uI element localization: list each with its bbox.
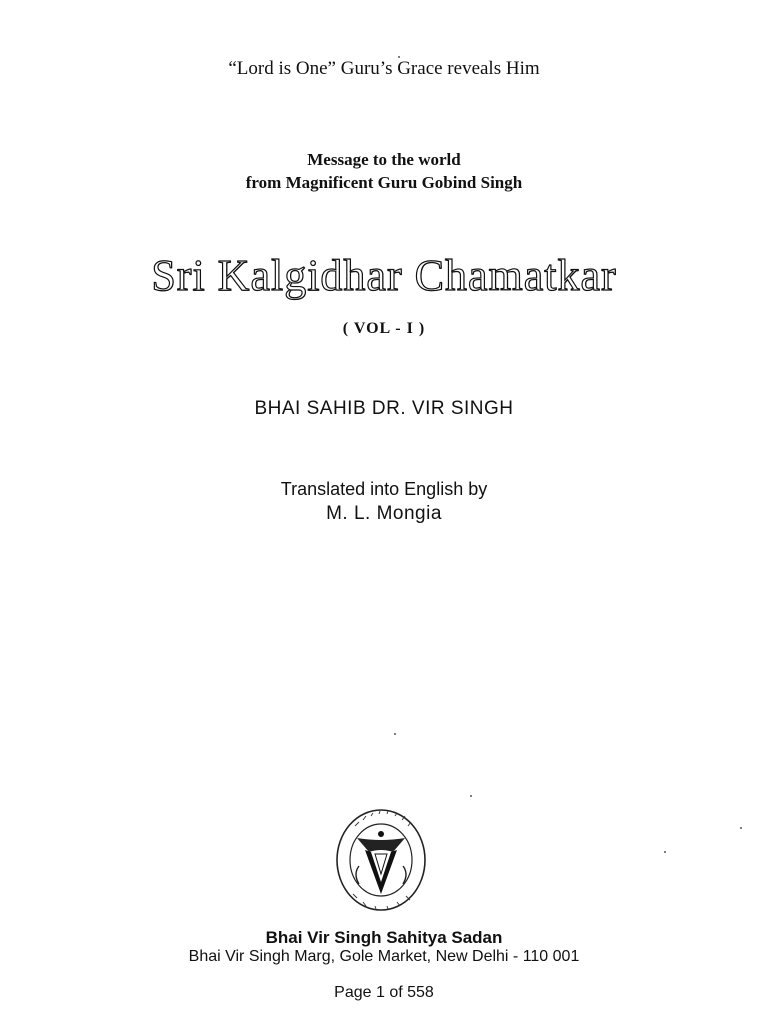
- author-name: BHAI SAHIB DR. VIR SINGH: [254, 398, 514, 419]
- message-line-1: Message to the world: [307, 150, 461, 169]
- scan-speck: [470, 795, 472, 797]
- motto-line: “Lord is One” Guru’s Grace reveals Him: [228, 58, 540, 79]
- publisher-name: Bhai Vir Singh Sahitya Sadan: [265, 928, 503, 947]
- translator-name: M. L. Mongia: [326, 503, 442, 524]
- page-indicator: Page 1 of 558: [334, 984, 434, 1001]
- volume-label: ( VOL - I ): [342, 320, 426, 337]
- book-title: Sri Kalgidhar Chamatkar: [151, 251, 617, 300]
- scan-speck: [394, 733, 396, 735]
- scan-speck: [398, 56, 400, 58]
- message-line-2: from Magnificent Guru Gobind Singh: [245, 173, 523, 192]
- translated-by-label: Translated into English by: [280, 479, 488, 499]
- scan-speck: [664, 851, 666, 853]
- publisher-emblem-icon: [335, 808, 427, 912]
- publisher-address: Bhai Vir Singh Marg, Gole Market, New Delhi - 110 001: [188, 948, 580, 965]
- scan-speck: [740, 827, 742, 829]
